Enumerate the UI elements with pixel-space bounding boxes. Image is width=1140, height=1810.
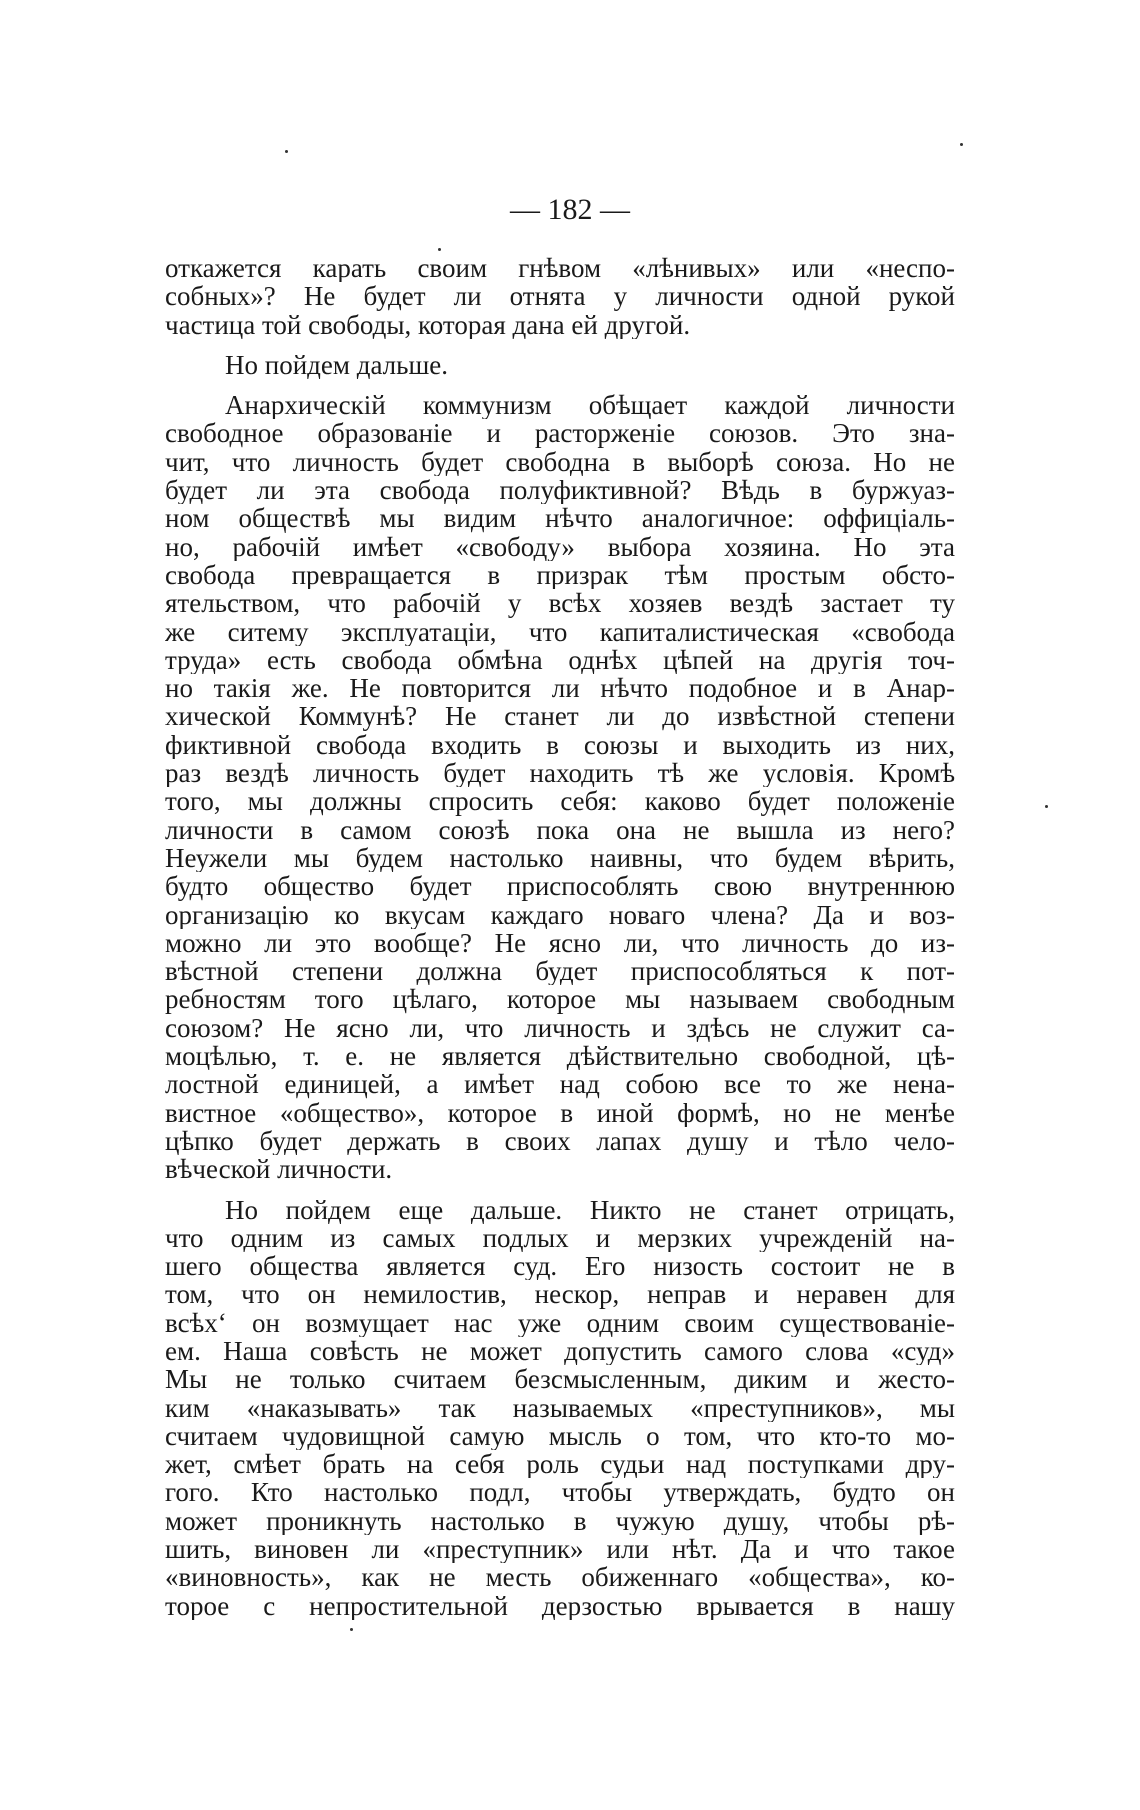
text-line: гого. Кто настолько подл, чтобы утверждать, будто он — [165, 1478, 955, 1507]
paragraph-1 — [165, 254, 955, 339]
text-line: ном обществѣ мы видим нѣчто аналогичное: оффиціаль- — [165, 504, 955, 533]
text-line: будет ли эта свобода полуфиктивной? Вѣдь в буржуаз- — [165, 476, 955, 505]
text-line: собных»? Не будет ли отнята у личности одной рукой — [165, 282, 955, 311]
text-line: будто общество будет приспособлять свою внутреннюю — [165, 872, 955, 901]
text-line: раз вездѣ личность будет находить тѣ же условія. Кромѣ — [165, 759, 955, 788]
text-line: того, мы должны спросить себя: каково будет положеніе — [165, 787, 955, 816]
text-line: всѣх‘ он возмущает нас уже одним своим существованіе- — [165, 1308, 955, 1337]
text-line: цѣпко будет держать в своих лапах душу и тѣло чело- — [165, 1126, 955, 1156]
paragraph-3 — [165, 391, 955, 1183]
text-line: Но пойдем дальше. — [225, 350, 448, 380]
scan-speck — [350, 1628, 353, 1631]
text-line: ребностям того цѣлаго, которое мы называем свободным — [165, 985, 955, 1014]
text-line: но, рабочій имѣет «свободу» выбора хозяина. Но эта — [165, 532, 955, 561]
text-line: что одним из самых подлых и мерзких учрежденій на- — [165, 1223, 955, 1253]
text-line: лостной единицей, а имѣет над собою все то же нена- — [165, 1070, 955, 1099]
text-line: может проникнуть настолько в чужую душу, чтобы рѣ- — [165, 1506, 955, 1536]
text-line: том, что он немилостив, нескор, неправ и неравен для — [165, 1280, 955, 1309]
scan-speck — [1045, 805, 1048, 808]
text-line: Анархическій коммунизм обѣщает каждой личности — [225, 391, 955, 420]
paragraph-2 — [165, 351, 955, 379]
text-line: вистное «общество», которое в иной формѣ, но не менѣе — [165, 1098, 955, 1127]
text-line: свобода превращается в призрак тѣм простым обсто- — [165, 560, 955, 590]
text-line: откажется карать своим гнѣвом «лѣнивых» или «неспо- — [165, 254, 955, 283]
text-line: частица той свободы, которая дана ей другой. — [165, 310, 691, 339]
text-line: но такія же. Не повторится ли нѣчто подобное и в Анар- — [165, 674, 955, 703]
body-text — [165, 254, 955, 1620]
text-line: шить, виновен ли «преступник» или нѣт. Да и что такое — [165, 1535, 955, 1564]
text-line: союзом? Не ясно ли, что личность и здѣсь не служит са- — [165, 1013, 955, 1043]
text-line: хической Коммунѣ? Не станет ли до извѣстной степени — [165, 702, 955, 731]
text-line: шего общества является суд. Его низость состоит не в — [165, 1252, 955, 1281]
page-number: — 182 — — [510, 193, 630, 226]
text-line: свободное образованіе и расторженіе союзов. Это зна- — [165, 419, 955, 448]
text-line: Но пойдем еще дальше. Никто не станет отрицать, — [225, 1195, 955, 1224]
text-line: вѣстной степени должна будет приспособляться к пот- — [165, 957, 955, 986]
scan-speck — [960, 143, 963, 146]
text-line: «виновность», как не месть обиженнаго «общества», ко- — [165, 1563, 955, 1592]
text-line: фиктивной свобода входить в союзы и выходить из них, — [165, 730, 955, 760]
text-line: ятельством, что рабочій у всѣх хозяев вездѣ застает ту — [165, 589, 955, 618]
text-line: труда» есть свобода обмѣна однѣх цѣпей на другія точ- — [165, 645, 955, 675]
text-line: вѣческой личности. — [165, 1155, 393, 1184]
text-line: торое с непростительной дерзостью врывается в нашу — [165, 1591, 955, 1620]
text-line: личности в самом союзѣ пока она не вышла из него? — [165, 815, 955, 844]
scan-speck — [285, 150, 288, 153]
paragraph-4 — [165, 1196, 955, 1620]
text-line: же ситему эксплуатаціи, что капиталистическая «свобода — [165, 617, 955, 646]
text-line: организацію ко вкусам каждаго новаго члена? Да и воз- — [165, 900, 955, 929]
text-line: Неужели мы будем настолько наивны, что будем вѣрить, — [165, 843, 955, 873]
text-line: чит, что личность будет свободна в выборѣ союза. Но не — [165, 447, 955, 477]
text-line: моцѣлью, т. е. не является дѣйствительно свободной, цѣ- — [165, 1042, 955, 1071]
text-line: жет, смѣет брать на себя роль судьи над поступками дру- — [165, 1450, 955, 1479]
text-line: считаем чудовищной самую мысль о том, что кто-то мо- — [165, 1421, 955, 1451]
text-line: можно ли это вообще? Не ясно ли, что личность до из- — [165, 928, 955, 958]
scan-speck — [438, 248, 441, 251]
text-line: ем. Наша совѣсть не может допустить самого слова «суд» — [165, 1336, 955, 1366]
text-line: ким «наказывать» так называемых «преступников», мы — [165, 1393, 955, 1422]
text-line: Мы не только считаем безсмысленным, диким и жесто- — [165, 1365, 955, 1394]
